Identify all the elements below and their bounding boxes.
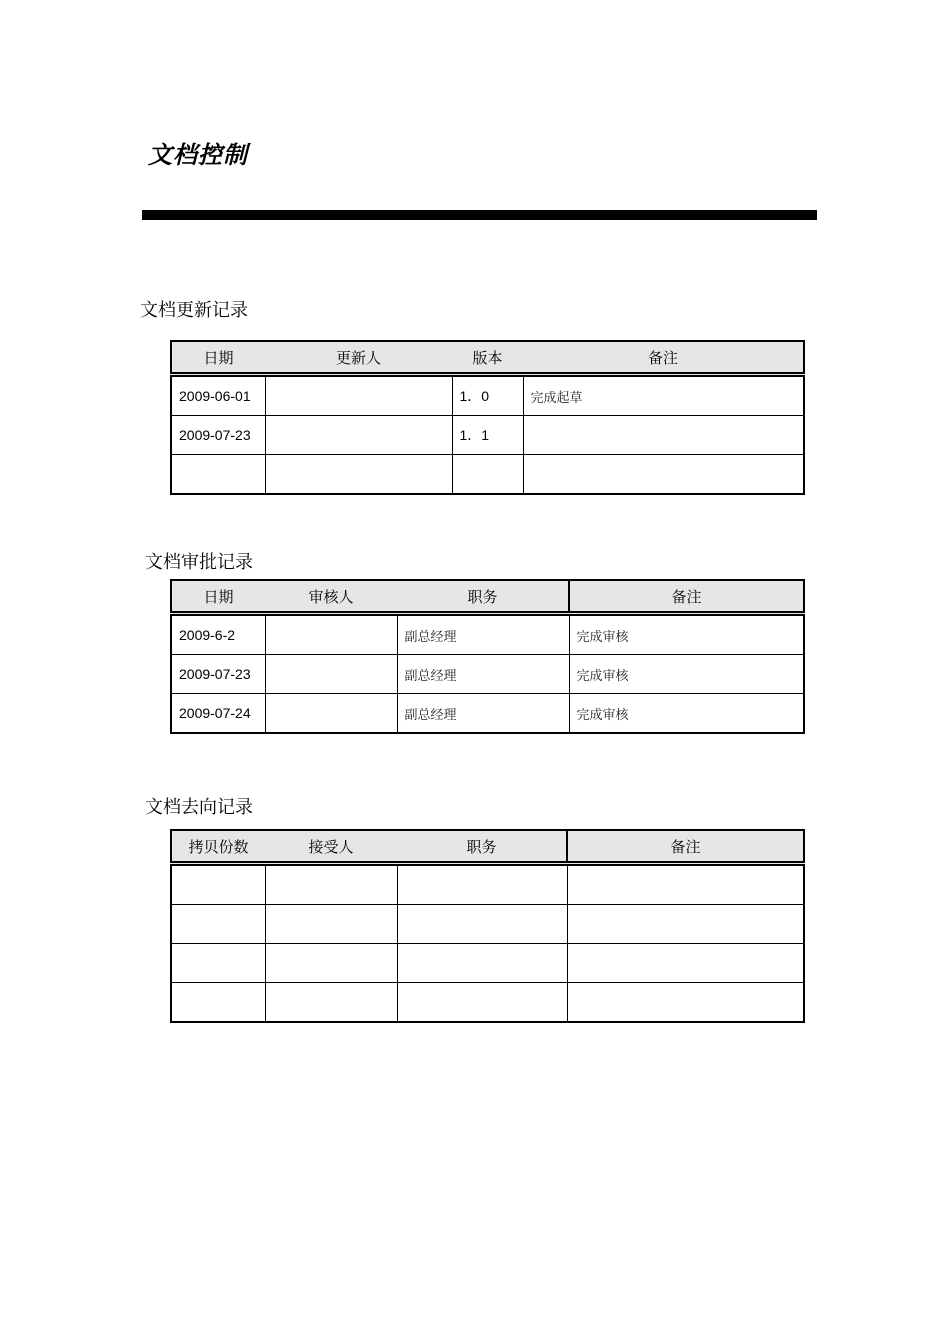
table-cell xyxy=(171,455,265,495)
column-header-position: 职务 xyxy=(397,830,567,864)
update-record-heading: 文档更新记录 xyxy=(140,300,248,321)
table-cell xyxy=(265,905,397,944)
table-row xyxy=(171,944,804,983)
table-cell xyxy=(567,983,804,1023)
table-cell xyxy=(397,983,567,1023)
column-header-copies: 拷贝份数 xyxy=(171,830,265,864)
table-cell xyxy=(567,944,804,983)
table-cell: 完成审核 xyxy=(569,655,804,694)
table-cell: 2009-06-01 xyxy=(171,375,265,416)
table-cell: 2009-6-2 xyxy=(171,614,265,655)
table-cell: 2009-07-23 xyxy=(171,655,265,694)
column-header-remarks: 备注 xyxy=(523,341,804,375)
table-cell xyxy=(397,944,567,983)
table-row xyxy=(171,905,804,944)
table-cell xyxy=(171,905,265,944)
column-header-remarks: 备注 xyxy=(567,830,804,864)
table-cell xyxy=(397,864,567,905)
table-row xyxy=(171,983,804,1023)
distribution-record-table xyxy=(170,829,805,1023)
table-row xyxy=(171,614,804,655)
table-row xyxy=(171,694,804,734)
approval-record-heading: 文档审批记录 xyxy=(145,552,253,573)
table-cell: 副总经理 xyxy=(397,655,569,694)
column-header-date: 日期 xyxy=(171,580,265,614)
table-cell xyxy=(265,983,397,1023)
update-record-table xyxy=(170,340,805,495)
table-row xyxy=(171,455,804,495)
table-cell xyxy=(171,983,265,1023)
table-cell xyxy=(265,416,452,455)
table-cell xyxy=(265,455,452,495)
table-row xyxy=(171,416,804,455)
table-cell: 完成审核 xyxy=(569,614,804,655)
table-cell: 副总经理 xyxy=(397,614,569,655)
table-cell xyxy=(397,905,567,944)
approval-record-table xyxy=(170,579,805,734)
table-cell xyxy=(265,375,452,416)
table-header-row xyxy=(171,341,804,375)
column-header-recipient: 接受人 xyxy=(265,830,397,864)
table-cell xyxy=(523,455,804,495)
distribution-record-heading: 文档去向记录 xyxy=(145,797,253,818)
table-header-row xyxy=(171,830,804,864)
table-cell: 1．0 xyxy=(452,375,523,416)
title-rule xyxy=(142,210,817,220)
table-cell: 完成审核 xyxy=(569,694,804,734)
table-row xyxy=(171,864,804,905)
column-header-remarks: 备注 xyxy=(569,580,804,614)
column-header-position: 职务 xyxy=(397,580,569,614)
table-cell: 完成起草 xyxy=(523,375,804,416)
table-cell xyxy=(265,655,397,694)
table-cell: 2009-07-24 xyxy=(171,694,265,734)
table-cell xyxy=(265,944,397,983)
column-header-reviewer: 审核人 xyxy=(265,580,397,614)
table-cell: 2009-07-23 xyxy=(171,416,265,455)
table-cell xyxy=(171,944,265,983)
table-row xyxy=(171,655,804,694)
table-cell xyxy=(567,905,804,944)
document-title: 文档控制 xyxy=(148,141,248,169)
table-row xyxy=(171,375,804,416)
table-cell xyxy=(265,864,397,905)
table-cell xyxy=(452,455,523,495)
table-cell: 1．1 xyxy=(452,416,523,455)
table-cell xyxy=(567,864,804,905)
column-header-version: 版本 xyxy=(452,341,523,375)
table-cell: 副总经理 xyxy=(397,694,569,734)
column-header-updater: 更新人 xyxy=(265,341,452,375)
column-header-date: 日期 xyxy=(171,341,265,375)
table-cell xyxy=(265,614,397,655)
table-cell xyxy=(171,864,265,905)
table-cell xyxy=(523,416,804,455)
table-cell xyxy=(265,694,397,734)
table-header-row xyxy=(171,580,804,614)
